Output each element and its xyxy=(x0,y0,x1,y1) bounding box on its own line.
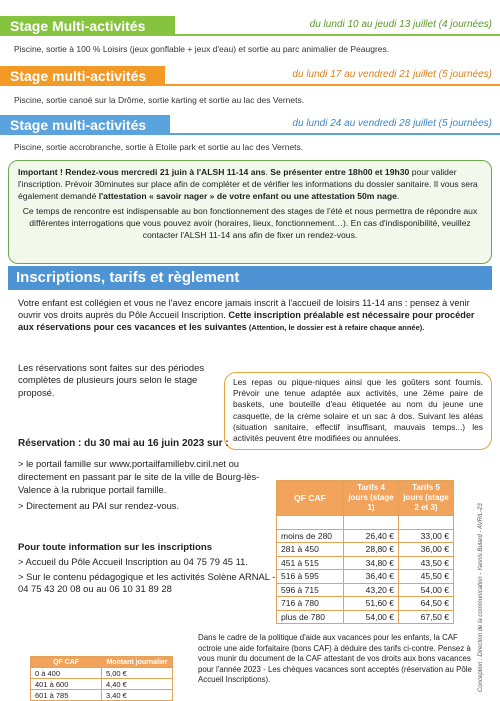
table-row xyxy=(277,529,454,543)
tarifs-col-4-days: Tarifs 4 jours (stage 1) xyxy=(344,481,399,516)
caf-amount-cell: 4,40 € xyxy=(102,679,173,690)
reservation-item-portal: > le portail famille sur www.portailfamillebv.ciril.net ou directement en passant par le site de la ville de Bourg-lès-Valence à la rubrique portail famille. xyxy=(18,458,260,495)
stage-1-description: Piscine, sortie à 100 % Loisirs (jeux gonflable + jeux d'eau) et sortie au parc animalier de Peaugres. xyxy=(14,44,390,54)
qf-cell: 451 à 515 xyxy=(277,556,344,570)
tarif-5-cell: 43,50 € xyxy=(399,556,454,570)
important-bold-2: Se présenter entre 18h00 et 19h30 xyxy=(270,167,410,177)
caf-aid-text: Dans le cadre de la politique d'aide aux vacances pour les enfants, la CAF octroie une aide forfaitaire (bons CAF) à déduire des tarifs ci-contre. Pensez à vous munir du document de la CAF attestant de vos droits aux bons vacances pour l'année 2023 - Les chèques vacances sont acceptés (réservation au Pôle Accueil Inscriptions). xyxy=(198,633,472,685)
stage-3-header xyxy=(0,115,500,135)
intro-paragraph xyxy=(18,297,484,334)
info-item-pedagogy: > Sur le contenu pédagogique et les activités Solène ARNAL - 04 75 43 20 08 ou au 06 10 31 89 28 xyxy=(18,570,276,595)
caf-amount-cell: 5,00 € xyxy=(102,668,173,679)
tarif-5-cell: 33,00 € xyxy=(399,529,454,543)
stage-2-description: Piscine, sortie canoë sur la Drôme, sortie karting et sortie au lac des Vernets. xyxy=(14,95,305,105)
tarif-4-cell: 54,00 € xyxy=(344,610,399,624)
table-row xyxy=(277,597,454,611)
intro-text: Votre enfant est collégien et vous ne l'avez encore jamais inscrit à l'accueil de loisirs 11-14 ans : pensez à venir ouvrir vos droits auprès du Pôle Accueil Inscription. xyxy=(18,298,470,320)
important-bold-3: l'attestation « savoir nager » de votre enfant ou une attestation 50m nage xyxy=(98,191,397,202)
caf-header-row xyxy=(31,657,173,668)
tarifs-spacer-cell xyxy=(277,516,344,530)
qf-cell: plus de 780 xyxy=(277,610,344,624)
important-paragraph xyxy=(18,166,482,203)
caf-amount-cell: 3,40 € xyxy=(102,690,173,701)
stage-1-header xyxy=(0,16,500,36)
tarifs-spacer-cell xyxy=(399,516,454,530)
tarif-4-cell: 36,40 € xyxy=(344,570,399,584)
stage-2-title: Stage multi-activités xyxy=(0,66,165,86)
tarif-5-cell: 45,50 € xyxy=(399,570,454,584)
stage-3-dates: du lundi 24 au vendredi 28 juillet (5 journées) xyxy=(292,118,492,129)
table-row xyxy=(277,543,454,557)
important-text-1: . xyxy=(265,167,271,177)
tarif-4-cell: 26,40 € xyxy=(344,529,399,543)
tarifs-col-qf: QF CAF xyxy=(277,481,344,516)
design-credit: Conception : Direction de la communication - Yannis Bulard - AVRIL-23 xyxy=(478,503,484,692)
periods-text: Les réservations sont faites sur des périodes complètes de plusieurs jours selon le stage proposé. xyxy=(18,362,205,398)
tarif-4-cell: 43,20 € xyxy=(344,583,399,597)
credit-strip xyxy=(478,503,490,692)
important-meeting-info: Ce temps de rencontre est indispensable au bon fonctionnement des stages de l'été et nous permettra de répondre aux différentes interrogations que vous pouvez avoir (horaires, lieux, fonctionnement…). En cas d'indisponibilité, veuillez contacter l'ALSH 11-14 ans afin de fixer un rendez-vous. xyxy=(22,205,478,241)
tarifs-col-5-days: Tarifs 5 jours (stage 2 et 3) xyxy=(399,481,454,516)
qf-cell: 516 à 595 xyxy=(277,570,344,584)
info-list xyxy=(18,556,280,596)
important-text-2: pour valider l'inscription. Prévoir 30minutes sur place afin de compléter et de vérifier les informations du dossier sanitaire. Il vous sera également demandé xyxy=(18,167,478,202)
important-bold-1: Important ! Rendez-vous mercredi 21 juin à l'ALSH 11-14 ans xyxy=(18,167,266,177)
reservation-list xyxy=(18,458,268,513)
reservation-suffix: sur : xyxy=(204,438,229,449)
equipment-notice: Les repas ou pique-niques ainsi que les goûters sont fournis. Prévoir une tenue adaptée aux activités, une 2ème paire de baskets, une bouteille d'eau étiquetée au nom du jeune une casquette, de la crème solaire et un sac à dos. Suivant les aléas (situation sanitaire, effectif insuffisant, mauvais temps...) les activités peuvent être modifiées ou annulées. xyxy=(224,372,492,450)
caf-qf-cell: 401 à 600 xyxy=(31,679,102,690)
intro-bold: Cette inscription préalable est nécessaire pour procéder aux réservations pour ces vacances et les suivantes xyxy=(18,310,475,332)
info-item-accueil: > Accueil du Pôle Accueil Inscription au 04 75 79 45 11. xyxy=(18,556,248,567)
qf-cell: moins de 280 xyxy=(277,529,344,543)
tarifs-spacer-cell xyxy=(344,516,399,530)
qf-cell: 596 à 715 xyxy=(277,583,344,597)
section-title: Inscriptions, tarifs et règlement xyxy=(8,266,492,290)
table-row xyxy=(31,690,173,701)
reservation-label: Réservation : xyxy=(18,438,85,449)
table-row xyxy=(31,679,173,690)
intro-note: (Attention, le dossier est à refaire chaque année). xyxy=(246,323,425,332)
tarif-5-cell: 67,50 € xyxy=(399,610,454,624)
tarif-4-cell: 34,80 € xyxy=(344,556,399,570)
tarif-5-cell: 36,00 € xyxy=(399,543,454,557)
stage-2-header xyxy=(0,66,500,86)
stage-2-dates: du lundi 17 au vendredi 21 juillet (5 journées) xyxy=(292,69,492,80)
important-notice xyxy=(8,160,492,264)
important-text-3: . xyxy=(396,191,400,202)
tarif-4-cell: 28,80 € xyxy=(344,543,399,557)
reservation-dates: du 30 mai au 16 juin 2023 xyxy=(84,438,205,449)
caf-qf-cell: 0 à 400 xyxy=(31,668,102,679)
reservation-item-pai: > Directement au PAI sur rendez-vous. xyxy=(18,500,180,512)
table-row xyxy=(31,668,173,679)
stage-3-title: Stage multi-activités xyxy=(0,115,170,135)
info-title: Pour toute information sur les inscriptions xyxy=(18,542,213,553)
table-row xyxy=(277,583,454,597)
tarifs-table xyxy=(276,480,454,624)
table-row xyxy=(277,556,454,570)
stage-1-dates: du lundi 10 au jeudi 13 juillet (4 journées) xyxy=(309,19,492,30)
tarif-4-cell: 51,60 € xyxy=(344,597,399,611)
tarif-5-cell: 64,50 € xyxy=(399,597,454,611)
tarif-5-cell: 54,00 € xyxy=(399,583,454,597)
qf-cell: 716 à 780 xyxy=(277,597,344,611)
tarifs-header-row xyxy=(277,481,454,516)
caf-col-amount: Montant journalier xyxy=(102,657,173,668)
caf-col-qf: QF CAF xyxy=(31,657,102,668)
table-row xyxy=(277,610,454,624)
stage-3-description: Piscine, sortie accrobranche, sortie à Etoile park et sortie au lac des Vernets. xyxy=(14,142,304,152)
caf-daily-table xyxy=(30,656,173,701)
qf-cell: 281 à 450 xyxy=(277,543,344,557)
caf-qf-cell: 601 à 785 xyxy=(31,690,102,701)
tarifs-spacer-row xyxy=(277,516,454,530)
reservation-title xyxy=(18,438,248,450)
stage-1-title: Stage Multi-activités xyxy=(0,16,175,36)
table-row xyxy=(277,570,454,584)
